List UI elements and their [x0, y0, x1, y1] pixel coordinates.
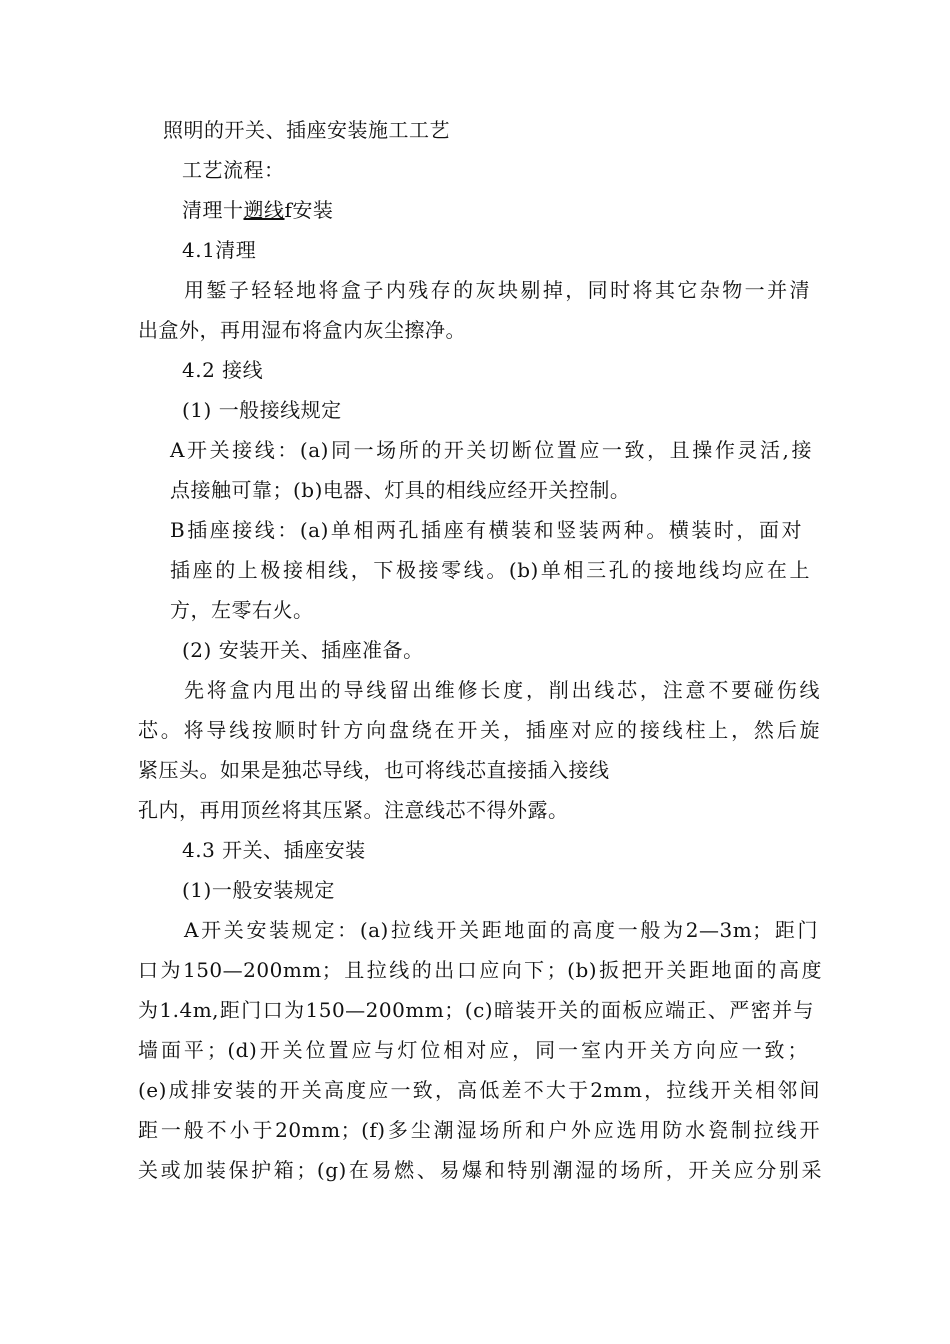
flow-step-1: 清理十 — [182, 198, 244, 222]
document-title: 照明的开关、插座安装施工工艺 — [163, 118, 450, 142]
paragraph-line: B插座接线：(a)单相两孔插座有横装和竖装两种。横装时，面对 — [170, 518, 802, 542]
flow-step-3: f安装 — [284, 198, 334, 222]
section-4-3-heading: 4.3 开关、插座安装 — [182, 838, 366, 862]
paragraph-line: 墙面平；(d)开关位置应与灯位相对应，同一室内开关方向应一致； — [138, 1038, 808, 1062]
paragraph-line: A开关接线：(a)同一场所的开关切断位置应一致，且操作灵活,接 — [170, 438, 812, 462]
paragraph-line: 方，左零右火。 — [170, 598, 314, 622]
process-heading: 工艺流程： — [182, 158, 285, 182]
paragraph-line: 为1.4m,距门口为150—200mm；(c)暗装开关的面板应端正、严密并与 — [138, 998, 814, 1022]
subsection-heading: (2) 安装开关、插座准备。 — [182, 638, 424, 662]
paragraph-line: 关或加装保护箱；(g)在易燃、易爆和特别潮湿的场所，开关应分别采 — [138, 1158, 822, 1182]
paragraph-line: 距一般不小于20mm；(f)多尘潮湿场所和户外应选用防水瓷制拉线开 — [138, 1118, 820, 1142]
paragraph-line: (e)成排安装的开关高度应一致，高低差不大于2mm，拉线开关相邻间 — [138, 1078, 820, 1102]
paragraph-line: 芯。将导线按顺时针方向盘绕在开关，插座对应的接线柱上，然后旋 — [138, 718, 820, 742]
paragraph-line: 插座的上极接相线，下极接零线。(b)单相三孔的接地线均应在上 — [170, 558, 810, 582]
paragraph-line: 出盒外，再用湿布将盒内灰尘擦净。 — [138, 318, 466, 342]
subsection-heading: (1)一般安装规定 — [182, 878, 335, 902]
paragraph-line: 紧压头。如果是独芯导线，也可将线芯直接插入接线 — [138, 758, 610, 782]
process-flow — [182, 197, 333, 223]
paragraph-line: 孔内，再用顶丝将其压紧。注意线芯不得外露。 — [138, 798, 569, 822]
paragraph-line: 先将盒内甩出的导线留出维修长度，削出线芯，注意不要碰伤线 — [184, 678, 820, 702]
subsection-heading: (1) 一般接线规定 — [182, 398, 342, 422]
paragraph-line: 点接触可靠；(b)电器、灯具的相线应经开关控制。 — [170, 478, 631, 502]
paragraph-line: 用錾子轻轻地将盒子内残存的灰块剔掉，同时将其它杂物一并清 — [184, 278, 810, 302]
section-4-1-heading: 4.1清理 — [182, 238, 257, 262]
paragraph-line: 口为150—200mm；且拉线的出口应向下；(b)扳把开关距地面的高度 — [138, 958, 822, 982]
section-4-2-heading: 4.2 接线 — [182, 358, 264, 382]
flow-step-2: 遡线 — [243, 198, 285, 222]
paragraph-line: A开关安装规定：(a)拉线开关距地面的高度一般为2—3m；距门 — [184, 918, 818, 942]
